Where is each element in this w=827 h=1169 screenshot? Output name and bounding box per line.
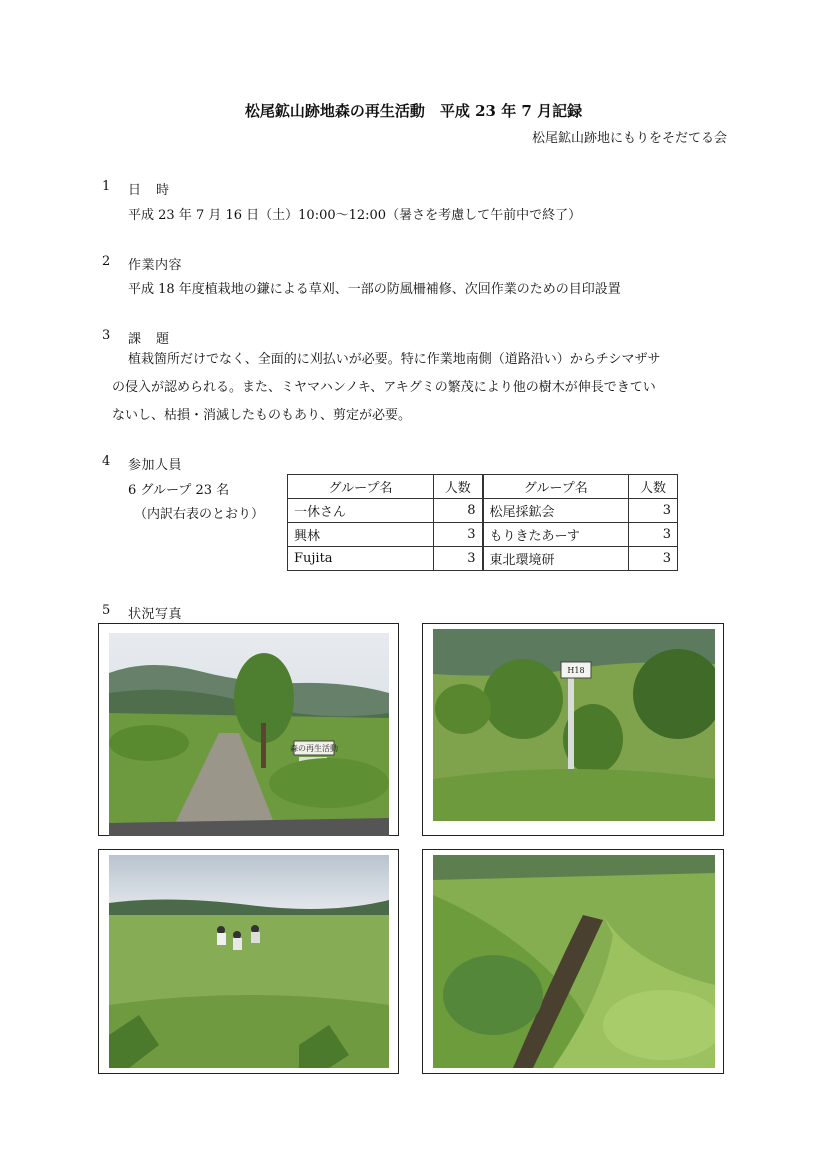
group-count: 8 xyxy=(434,499,483,523)
section-1-heading-char-1: 日 xyxy=(128,183,142,198)
section-3-line-1: 植栽箇所だけでなく、全面的に刈払いが必要。特に作業地南側（道路沿い）からチシマザサ xyxy=(128,352,661,367)
table-header-group-2: グループ名 xyxy=(483,475,629,499)
group-count: 3 xyxy=(629,499,678,523)
table-header-count-2: 人数 xyxy=(629,475,678,499)
photo-windbreak-ditch xyxy=(433,855,715,1068)
group-count: 3 xyxy=(629,523,678,547)
photo-roadside-sign xyxy=(109,633,389,836)
participants-note: （内訳右表のとおり） xyxy=(134,507,265,522)
group-name: 一休さん xyxy=(288,499,434,523)
table-row xyxy=(288,523,678,547)
section-3-line-3: ないし、枯損・消滅したものもあり、剪定が必要。 xyxy=(112,408,412,423)
photo-marker-text: H18 xyxy=(567,666,585,675)
section-3-heading xyxy=(128,328,184,347)
organization-name: 松尾鉱山跡地にもりをそだてる会 xyxy=(531,131,727,146)
participants-summary: 6 グループ 23 名 xyxy=(128,483,230,498)
section-3-heading-char-1: 課 xyxy=(128,332,142,347)
table-row xyxy=(288,547,678,571)
section-3-heading-char-2: 題 xyxy=(156,332,170,347)
group-name: 興林 xyxy=(288,523,434,547)
table-header-count-1: 人数 xyxy=(434,475,483,499)
section-1-heading-char-2: 時 xyxy=(156,183,170,198)
photo-mowing-workers xyxy=(109,855,389,1068)
section-2-number: 2 xyxy=(102,254,111,269)
section-5-heading: 状況写真 xyxy=(128,607,183,622)
table-header-group-1: グループ名 xyxy=(288,475,434,499)
group-count: 3 xyxy=(629,547,678,571)
document-title: 松尾鉱山跡地森の再生活動 平成 23 年 7 月記録 xyxy=(244,102,583,120)
photo-marker-post xyxy=(433,629,715,821)
section-3-number: 3 xyxy=(102,328,111,343)
section-4-number: 4 xyxy=(102,454,111,469)
section-1-number: 1 xyxy=(102,179,111,194)
group-name: Fujita xyxy=(288,547,434,571)
table-row xyxy=(288,499,678,523)
group-count: 3 xyxy=(434,547,483,571)
table-header-row xyxy=(288,475,678,499)
section-2-heading: 作業内容 xyxy=(128,258,183,273)
group-name: 松尾採鉱会 xyxy=(483,499,629,523)
participants-table xyxy=(287,474,678,571)
group-name: もりきたあーす xyxy=(483,523,629,547)
group-name: 東北環境研 xyxy=(483,547,629,571)
section-2-text: 平成 18 年度植栽地の鎌による草刈、一部の防風柵補修、次回作業のための目印設置 xyxy=(128,282,621,297)
section-4-heading: 参加人員 xyxy=(128,458,183,473)
section-5-number: 5 xyxy=(102,603,111,618)
photo-sign-text: 森の再生活動 xyxy=(290,744,338,753)
section-1-heading xyxy=(128,179,184,198)
section-3-line-2: の侵入が認められる。また、ミヤマハンノキ、アキグミの繁茂により他の樹木が伸長できてい xyxy=(112,380,656,395)
group-count: 3 xyxy=(434,523,483,547)
section-1-text: 平成 23 年 7 月 16 日（土）10:00〜12:00（暑さを考慮して午前中で終了） xyxy=(128,208,582,223)
section-3-paragraph xyxy=(112,346,742,430)
